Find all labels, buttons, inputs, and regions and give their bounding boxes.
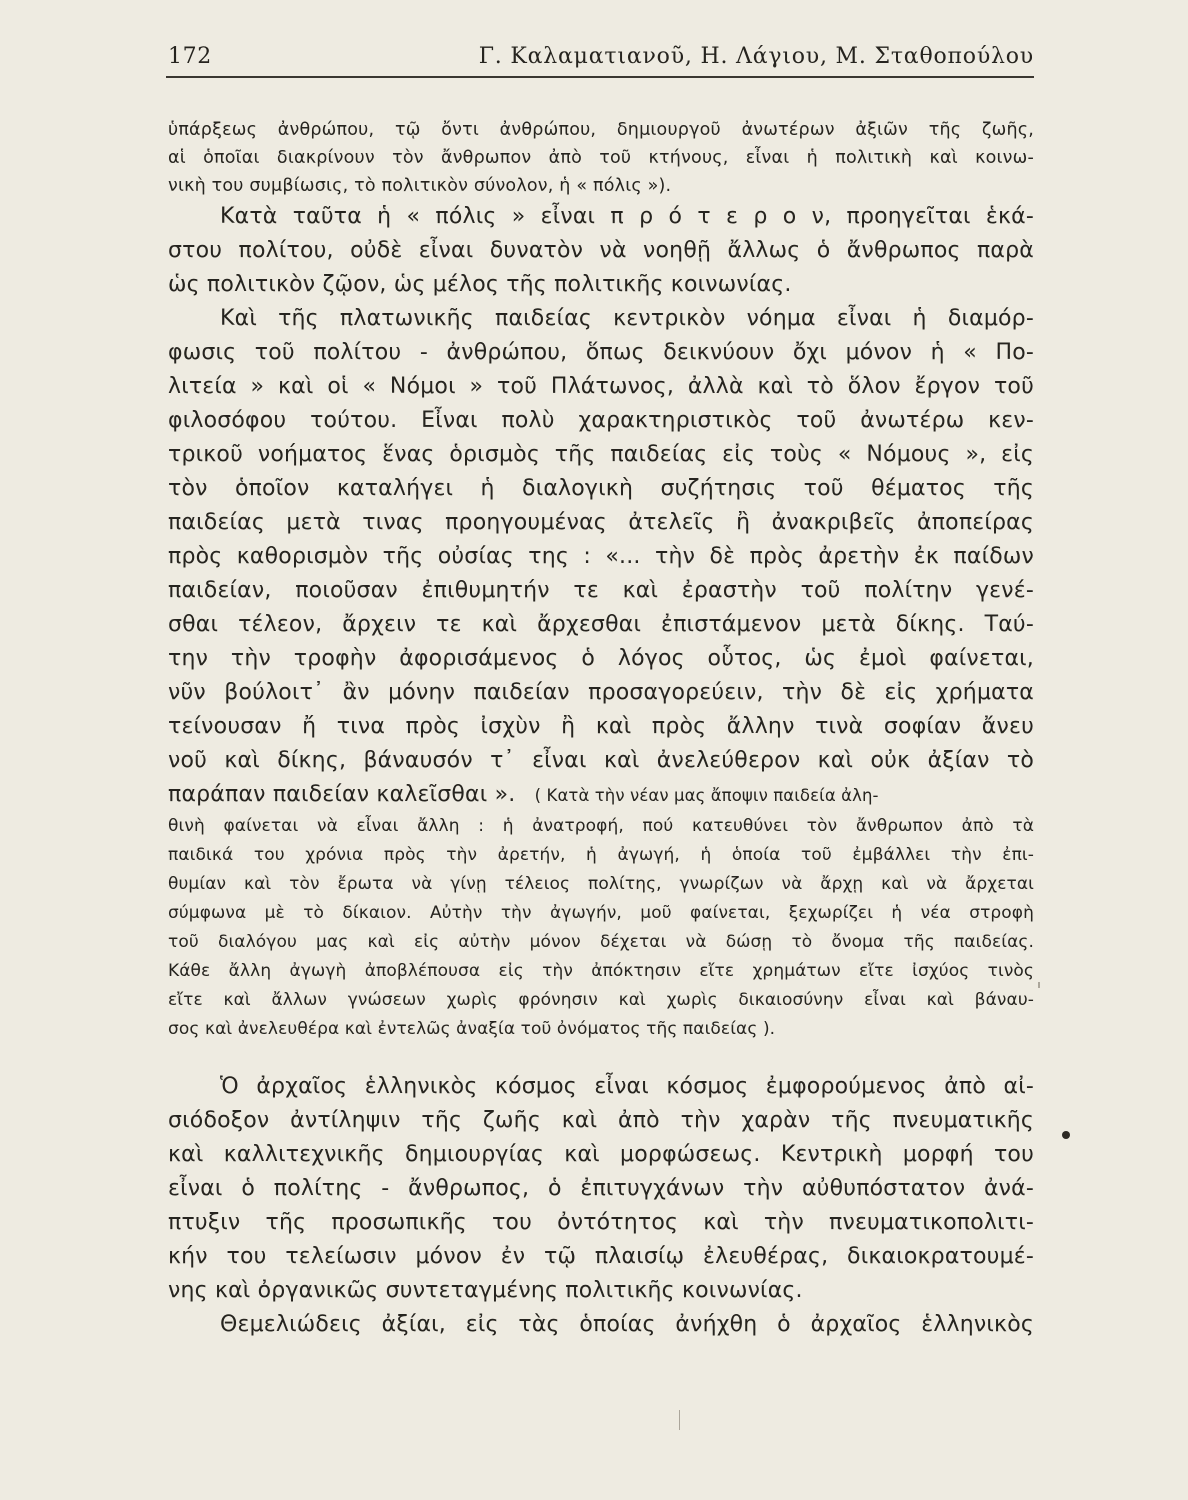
text-line: σθαι τέλεον, ἄρχειν τε καὶ ἄρχεσθαι ἐπιστάμενον μετὰ δίκης. Ταύ- xyxy=(168,612,1034,637)
text-line: παιδικά του χρόνια πρὸς τὴν ἀρετήν, ἡ ἀγωγή, ἡ ὁποία τοῦ ἐμβάλλει τὴν ἐπι- xyxy=(168,845,1034,865)
text-line: νοῦ καὶ δίκης, βάναυσόν τ᾽ εἶναι καὶ ἀνελεύθερον καὶ οὐκ ἀξίαν τὸ xyxy=(168,748,1034,773)
text-line: τρικοῦ νοήματος ἕνας ὁρισμὸς τῆς παιδείας εἰς τοὺς « Νόμους », εἰς xyxy=(168,442,1034,467)
text-line: αἱ ὁποῖαι διακρίνουν τὸν ἄνθρωπον ἀπὸ τοῦ κτήνους, εἶναι ἡ πολιτικὴ καὶ κοινω- xyxy=(168,148,1034,168)
text-line: ὑπάρξεως ἀνθρώπου, τῷ ὄντι ἀνθρώπου, δημιουργοῦ ἀνωτέρων ἀξιῶν τῆς ζωῆς, xyxy=(168,120,1034,140)
small-text-fragment: ( Κατὰ τὴν νέαν μας ἄποψιν παιδεία ἀλη- xyxy=(534,786,879,805)
text-line: πρὸς καθορισμὸν τῆς οὐσίας της : «... τὴν δὲ πρὸς ἀρετὴν ἐκ παίδων xyxy=(168,544,1034,569)
text-line: θινὴ φαίνεται νὰ εἶναι ἄλλη : ἡ ἀνατροφή, πού κατευθύνει τὸν ἄνθρωπον ἀπὸ τὰ xyxy=(168,816,1034,836)
paragraph-spacer xyxy=(168,1044,1034,1070)
running-head: Γ. Καλαματιανοῦ, Η. Λάγιου, Μ. Σταθοπούλου xyxy=(478,44,1034,69)
text-line: παιδείαν, ποιοῦσαν ἐπιθυμητήν τε καὶ ἐραστὴν τοῦ πολίτην γενέ- xyxy=(168,578,1034,603)
page-text xyxy=(168,116,1034,1342)
text-line: Κατὰ ταῦτα ἡ « πόλις » εἶναι π ρ ό τ ε ρ ο ν, προηγεῖται ἑκά- xyxy=(220,204,1034,229)
text-line: λιτεία » καὶ οἱ « Νόμοι » τοῦ Πλάτωνος, ἀλλὰ καὶ τὸ ὅλον ἔργον τοῦ xyxy=(168,374,1034,399)
text-line: παιδείας μετὰ τινας προηγουμένας ἀτελεῖς ἢ ἀνακριβεῖς ἀποπείρας xyxy=(168,510,1034,535)
text-line: Κάθε ἄλλη ἀγωγὴ ἀποβλέπουσα εἰς τὴν ἀπόκτησιν εἴτε χρημάτων εἴτε ἰσχύος τινὸς xyxy=(168,961,1034,981)
text-line: ὡς πολιτικὸν ζῷον, ὡς μέλος τῆς πολιτικῆς κοινωνίας. xyxy=(168,272,792,297)
print-mark xyxy=(679,1410,680,1430)
text-line: τείνουσαν ἤ τινα πρὸς ἰσχὺν ἢ καὶ πρὸς ἄλλην τινὰ σοφίαν ἄνευ xyxy=(168,714,1034,739)
main-text-fragment: παράπαν παιδείαν καλεῖσθαι ». xyxy=(168,782,516,807)
text-line: σιόδοξον ἀντίληψιν τῆς ζωῆς καὶ ἀπὸ τὴν χαρὰν τῆς πνευματικῆς xyxy=(168,1108,1034,1133)
text-line: θυμίαν καὶ τὸν ἔρωτα νὰ γίνῃ τέλειος πολίτης, γνωρίζων νὰ ἄρχῃ καὶ νὰ ἄρχεται xyxy=(168,874,1034,894)
text-line: πτυξιν τῆς προσωπικῆς του ὀντότητος καὶ τὴν πνευματικοπολιτι- xyxy=(168,1210,1034,1235)
text-line: καὶ καλλιτεχνικῆς δημιουργίας καὶ μορφώσεως. Κεντρικὴ μορφή του xyxy=(168,1142,1034,1167)
text-line: κήν του τελείωσιν μόνον ἐν τῷ πλαισίῳ ἐλευθέρας, δικαιοκρατουμέ- xyxy=(168,1244,1034,1269)
text-line: τοῦ διαλόγου μας καὶ εἰς αὐτὴν μόνον δέχεται νὰ δώσῃ τὸ ὄνομα τῆς παιδείας. xyxy=(168,932,1034,952)
text-line: την τὴν τροφὴν ἀφορισάμενος ὁ λόγος οὗτος, ὡς ἐμοὶ φαίνεται, xyxy=(168,646,1034,671)
text-line: Καὶ τῆς πλατωνικῆς παιδείας κεντρικὸν νόημα εἶναι ἡ διαμόρ- xyxy=(220,306,1034,331)
text-line: νης καὶ ὀργανικῶς συντεταγμένης πολιτικῆς κοινωνίας. xyxy=(168,1278,803,1303)
text-line: φιλοσόφου τούτου. Εἶναι πολὺ χαρακτηριστικὸς τοῦ ἀνωτέρω κεν- xyxy=(168,408,1034,433)
print-mark xyxy=(1038,982,1040,988)
text-line: Θεμελιώδεις ἀξίαι, εἰς τὰς ὁποίας ἀνήχθη ὁ ἀρχαῖος ἑλληνικὸς xyxy=(220,1312,1034,1337)
text-line: στου πολίτου, οὐδὲ εἶναι δυνατὸν νὰ νοηθῇ ἄλλως ὁ ἄνθρωπος παρὰ xyxy=(168,238,1034,263)
text-line: Ὁ ἀρχαῖος ἑλληνικὸς κόσμος εἶναι κόσμος ἐμφορούμενος ἀπὸ αἰ- xyxy=(220,1074,1034,1099)
page-number: 172 xyxy=(168,44,212,69)
text-line: νῦν βούλοιτ᾽ ἂν μόνην παιδείαν προσαγορεύειν, τὴν δὲ εἰς χρήματα xyxy=(168,680,1034,705)
text-line: τὸν ὁποῖον καταλήγει ἡ διαλογικὴ συζήτησις τοῦ θέματος τῆς xyxy=(168,476,1034,501)
mixed-text-line xyxy=(168,778,1034,812)
text-line: εἶναι ὁ πολίτης - ἄνθρωπος, ὁ ἐπιτυγχάνων τὴν αὐθυπόστατον ἀνά- xyxy=(168,1176,1034,1201)
text-line: εἴτε καὶ ἄλλων γνώσεων χωρὶς φρόνησιν καὶ χωρὶς δικαιοσύνην εἶναι καὶ βάναυ- xyxy=(168,990,1034,1010)
text-line: σύμφωνα μὲ τὸ δίκαιον. Αὐτὴν τὴν ἀγωγήν, μοῦ φαίνεται, ξεχωρίζει ἡ νέα στροφὴ xyxy=(168,903,1034,923)
margin-dot xyxy=(1062,1131,1070,1139)
page-header xyxy=(166,40,1034,78)
text-line: νικὴ του συμβίωσις, τὸ πολιτικὸν σύνολον, ἡ « πόλις »). xyxy=(168,176,672,196)
text-line: φωσις τοῦ πολίτου - ἀνθρώπου, ὅπως δεικνύουν ὄχι μόνον ἡ « Πο- xyxy=(168,340,1034,365)
text-line: σος καὶ ἀνελευθέρα καὶ ἐντελῶς ἀναξία τοῦ ὀνόματος τῆς παιδείας ). xyxy=(168,1019,776,1039)
